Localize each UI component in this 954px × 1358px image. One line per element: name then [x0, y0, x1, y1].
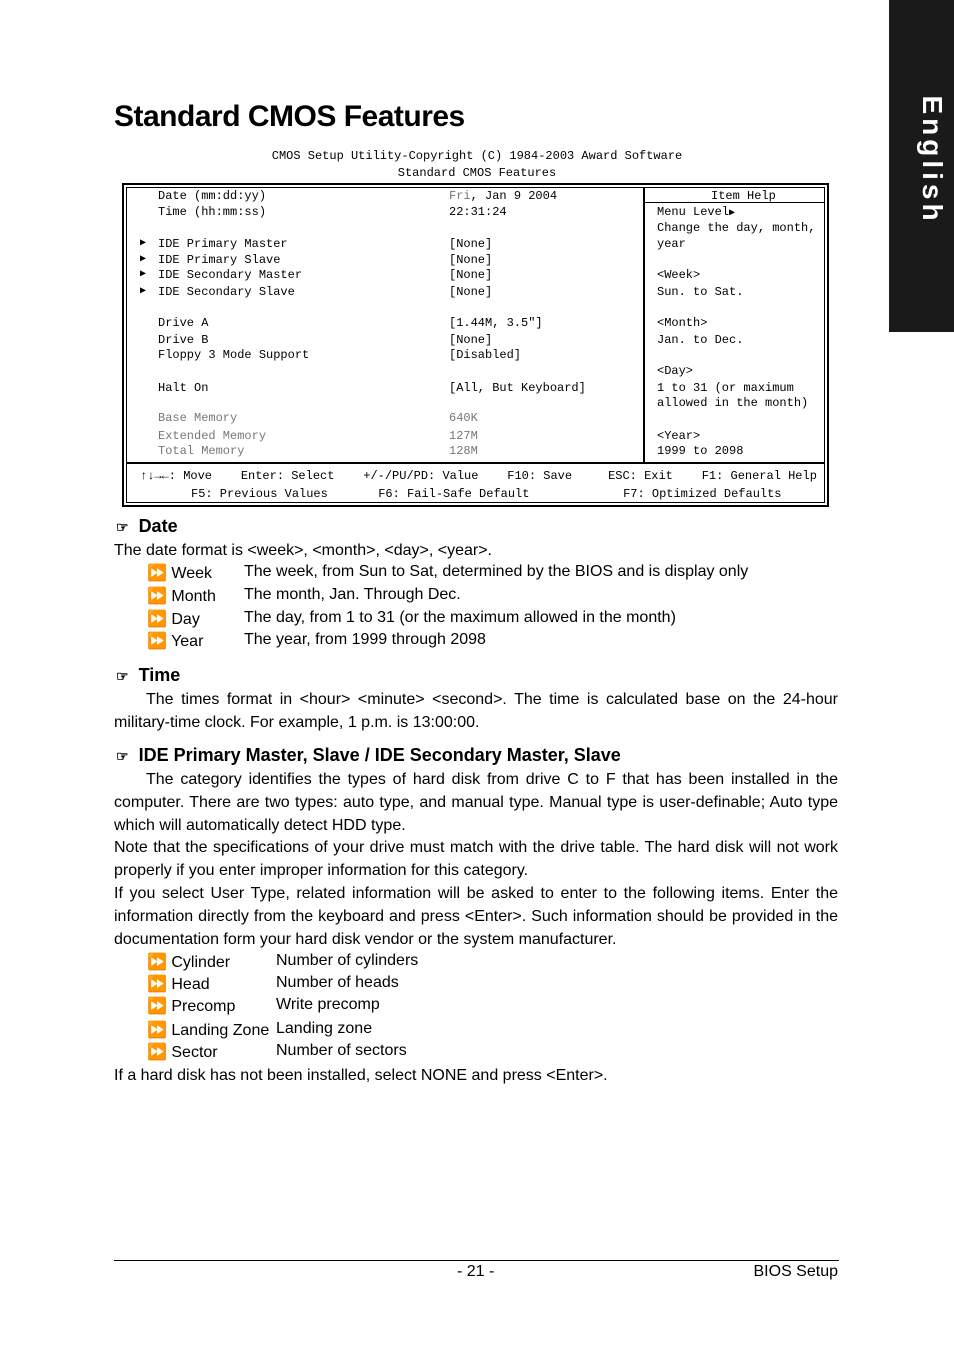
ide-item-head: [147, 974, 210, 994]
bios-row-extended-memory-value: 127M: [449, 429, 478, 443]
double-arrow-icon: ⏩: [147, 611, 167, 628]
help-line: Change the day, month,: [657, 221, 816, 235]
submenu-arrow-icon: ▶: [140, 269, 147, 280]
section-heading-date: [116, 516, 178, 537]
bios-row-time-value[interactable]: 22:31:24: [449, 205, 507, 219]
bios-row-floppy-3-mode-value[interactable]: [Disabled]: [449, 348, 522, 362]
help-line: year: [657, 237, 686, 251]
bios-row-floppy-3-mode-label[interactable]: Floppy 3 Mode Support: [158, 348, 310, 362]
ide-item-term: Landing Zone: [171, 1022, 270, 1039]
bios-row-halt-on-label[interactable]: Halt On: [158, 381, 209, 395]
bios-row-total-memory-value: 128M: [449, 444, 478, 458]
date-item-month: [147, 586, 216, 606]
date-item-year: [147, 631, 203, 651]
ide-item-precomp-desc: Write precomp: [276, 996, 380, 1013]
bios-copyright-caption: CMOS Setup Utility-Copyright (C) 1984-2003 Award Software: [271, 149, 683, 163]
section-heading-ide-text: IDE Primary Master, Slave / IDE Secondary Master, Slave: [138, 745, 621, 765]
help-line: <Month>: [657, 316, 708, 330]
help-line: Sun. to Sat.: [657, 285, 744, 299]
date-day-value: Fri: [449, 189, 471, 203]
date-rest-value: , Jan 9 2004: [470, 189, 558, 203]
bios-row-ide-primary-master-value[interactable]: [None]: [449, 237, 493, 251]
section-heading-date-text: Date: [138, 516, 178, 536]
bios-row-base-memory-label: Base Memory: [158, 411, 238, 425]
time-paragraph: The times format in <hour> <minute> <second>. The time is calculated base on the 24-hour military-time clock. For example, 1 p.m. is 13:00:00.: [114, 691, 838, 731]
section-heading-time-text: Time: [138, 665, 181, 685]
pointing-hand-icon: ☞: [116, 748, 129, 764]
double-arrow-icon: ⏩: [147, 954, 167, 971]
submenu-arrow-icon: ▶: [140, 286, 147, 297]
language-tab-label: English: [917, 95, 948, 225]
double-arrow-icon: ⏩: [147, 633, 167, 650]
footer-rule: [114, 1260, 839, 1261]
bios-key-legend-line1: ↑↓→←: Move Enter: Select +/-/PU/PD: Value F10: Save ESC: Exit F1: General Help: [140, 469, 817, 483]
ide-paragraph-2: Note that the specifications of your drive must match with the drive table. The hard disk will not work properly if you enter improper information for this category.: [114, 839, 838, 879]
bios-row-ide-primary-master-label[interactable]: IDE Primary Master: [158, 237, 288, 251]
date-item-month-desc: The month, Jan. Through Dec.: [244, 586, 461, 603]
date-item-term: Month: [171, 588, 216, 605]
bios-row-extended-memory-label: Extended Memory: [158, 429, 267, 443]
ide-item-term: Cylinder: [171, 954, 231, 971]
date-item-term: Week: [171, 565, 212, 582]
date-item-term: Day: [171, 611, 200, 628]
help-line: <Day>: [657, 364, 694, 378]
help-line: <Week>: [657, 268, 701, 282]
help-menu-level: [657, 205, 735, 221]
pointing-hand-icon: ☞: [116, 668, 129, 684]
help-line: <Year>: [657, 429, 701, 443]
help-line: Jan. to Dec.: [657, 333, 744, 347]
ide-closing: If a hard disk has not been installed, select NONE and press <Enter>.: [114, 1067, 608, 1084]
double-arrow-icon: ⏩: [147, 998, 167, 1015]
ide-item-precomp: [147, 996, 235, 1016]
date-item-term: Year: [171, 633, 204, 650]
bios-row-ide-secondary-master-value[interactable]: [None]: [449, 268, 493, 282]
bios-row-date-label[interactable]: Date (mm:dd:yy): [158, 189, 267, 203]
double-arrow-icon: ⏩: [147, 976, 167, 993]
section-heading-ide: [116, 745, 621, 766]
bios-row-drive-a-label[interactable]: Drive A: [158, 316, 209, 330]
ide-item-term: Sector: [171, 1044, 218, 1061]
bios-row-ide-secondary-master-label[interactable]: IDE Secondary Master: [158, 268, 303, 282]
date-item-day: [147, 609, 200, 629]
section-heading-time: [116, 665, 180, 686]
ide-item-sector-desc: Number of sectors: [276, 1042, 407, 1059]
ide-item-cylinder-desc: Number of cylinders: [276, 952, 419, 969]
menu-level-arrow-icon: ▶: [729, 208, 736, 219]
ide-item-term: Precomp: [171, 998, 236, 1015]
bios-row-halt-on-value[interactable]: [All, But Keyboard]: [449, 381, 586, 395]
help-line: 1999 to 2098: [657, 444, 744, 458]
footer-section: BIOS Setup: [753, 1263, 838, 1280]
double-arrow-icon: ⏩: [147, 1044, 167, 1061]
bios-row-ide-secondary-slave-value[interactable]: [None]: [449, 285, 493, 299]
submenu-arrow-icon: ▶: [140, 254, 147, 265]
date-item-week: [147, 563, 212, 583]
item-help-title: Item Help: [711, 189, 776, 203]
ide-paragraph-3: If you select User Type, related information will be asked to enter to the following items. Enter the information directly from the keyboard and press <Enter>. Such information should be provided in the documentation form your hard disk vendor or the system manufacturer.: [114, 885, 838, 948]
bios-row-base-memory-value: 640K: [449, 411, 478, 425]
bios-row-ide-secondary-slave-label[interactable]: IDE Secondary Slave: [158, 285, 295, 299]
help-menu-level-text: Menu Level: [657, 205, 730, 219]
bios-row-total-memory-label: Total Memory: [158, 444, 245, 458]
double-arrow-icon: ⏩: [147, 565, 167, 582]
ide-item-landing-zone: [147, 1020, 269, 1040]
help-line: 1 to 31 (or maximum: [657, 381, 794, 395]
help-line: allowed in the month): [657, 396, 809, 410]
submenu-arrow-icon: ▶: [140, 238, 147, 249]
bios-row-drive-b-label[interactable]: Drive B: [158, 333, 209, 347]
ide-item-sector: [147, 1042, 218, 1062]
date-item-year-desc: The year, from 1999 through 2098: [244, 631, 486, 648]
bios-row-ide-primary-slave-label[interactable]: IDE Primary Slave: [158, 253, 281, 267]
page-number: - 21 -: [457, 1263, 495, 1280]
double-arrow-icon: ⏩: [147, 1022, 167, 1039]
ide-item-cylinder: [147, 952, 230, 972]
date-item-week-desc: The week, from Sun to Sat, determined by the BIOS and is display only: [244, 563, 749, 580]
ide-item-term: Head: [171, 976, 210, 993]
double-arrow-icon: ⏩: [147, 588, 167, 605]
bios-row-drive-a-value[interactable]: [1.44M, 3.5"]: [449, 316, 543, 330]
bios-key-separator: [126, 462, 825, 464]
ide-paragraph-1: The category identifies the types of hard disk from drive C to F that has been installed in the computer. There are two types: auto type, and manual type. Manual type is user-definable; Auto type which will automatically detect HDD type.: [114, 771, 838, 834]
bios-key-legend-line2: F5: Previous Values F6: Fail-Safe Default F7: Optimized Defaults: [191, 487, 782, 501]
date-item-day-desc: The day, from 1 to 31 (or the maximum allowed in the month): [244, 609, 676, 626]
date-intro: The date format is <week>, <month>, <day>, <year>.: [114, 542, 492, 559]
pointing-hand-icon: ☞: [116, 519, 129, 535]
ide-item-head-desc: Number of heads: [276, 974, 399, 991]
page-title: Standard CMOS Features: [114, 100, 465, 133]
bios-row-ide-primary-slave-value[interactable]: [None]: [449, 253, 493, 267]
bios-row-drive-b-value[interactable]: [None]: [449, 333, 493, 347]
bios-row-date-value[interactable]: [449, 189, 557, 203]
bios-screen-caption: Standard CMOS Features: [397, 166, 557, 180]
bios-row-time-label[interactable]: Time (hh:mm:ss): [158, 205, 267, 219]
ide-item-landing-zone-desc: Landing zone: [276, 1020, 373, 1037]
